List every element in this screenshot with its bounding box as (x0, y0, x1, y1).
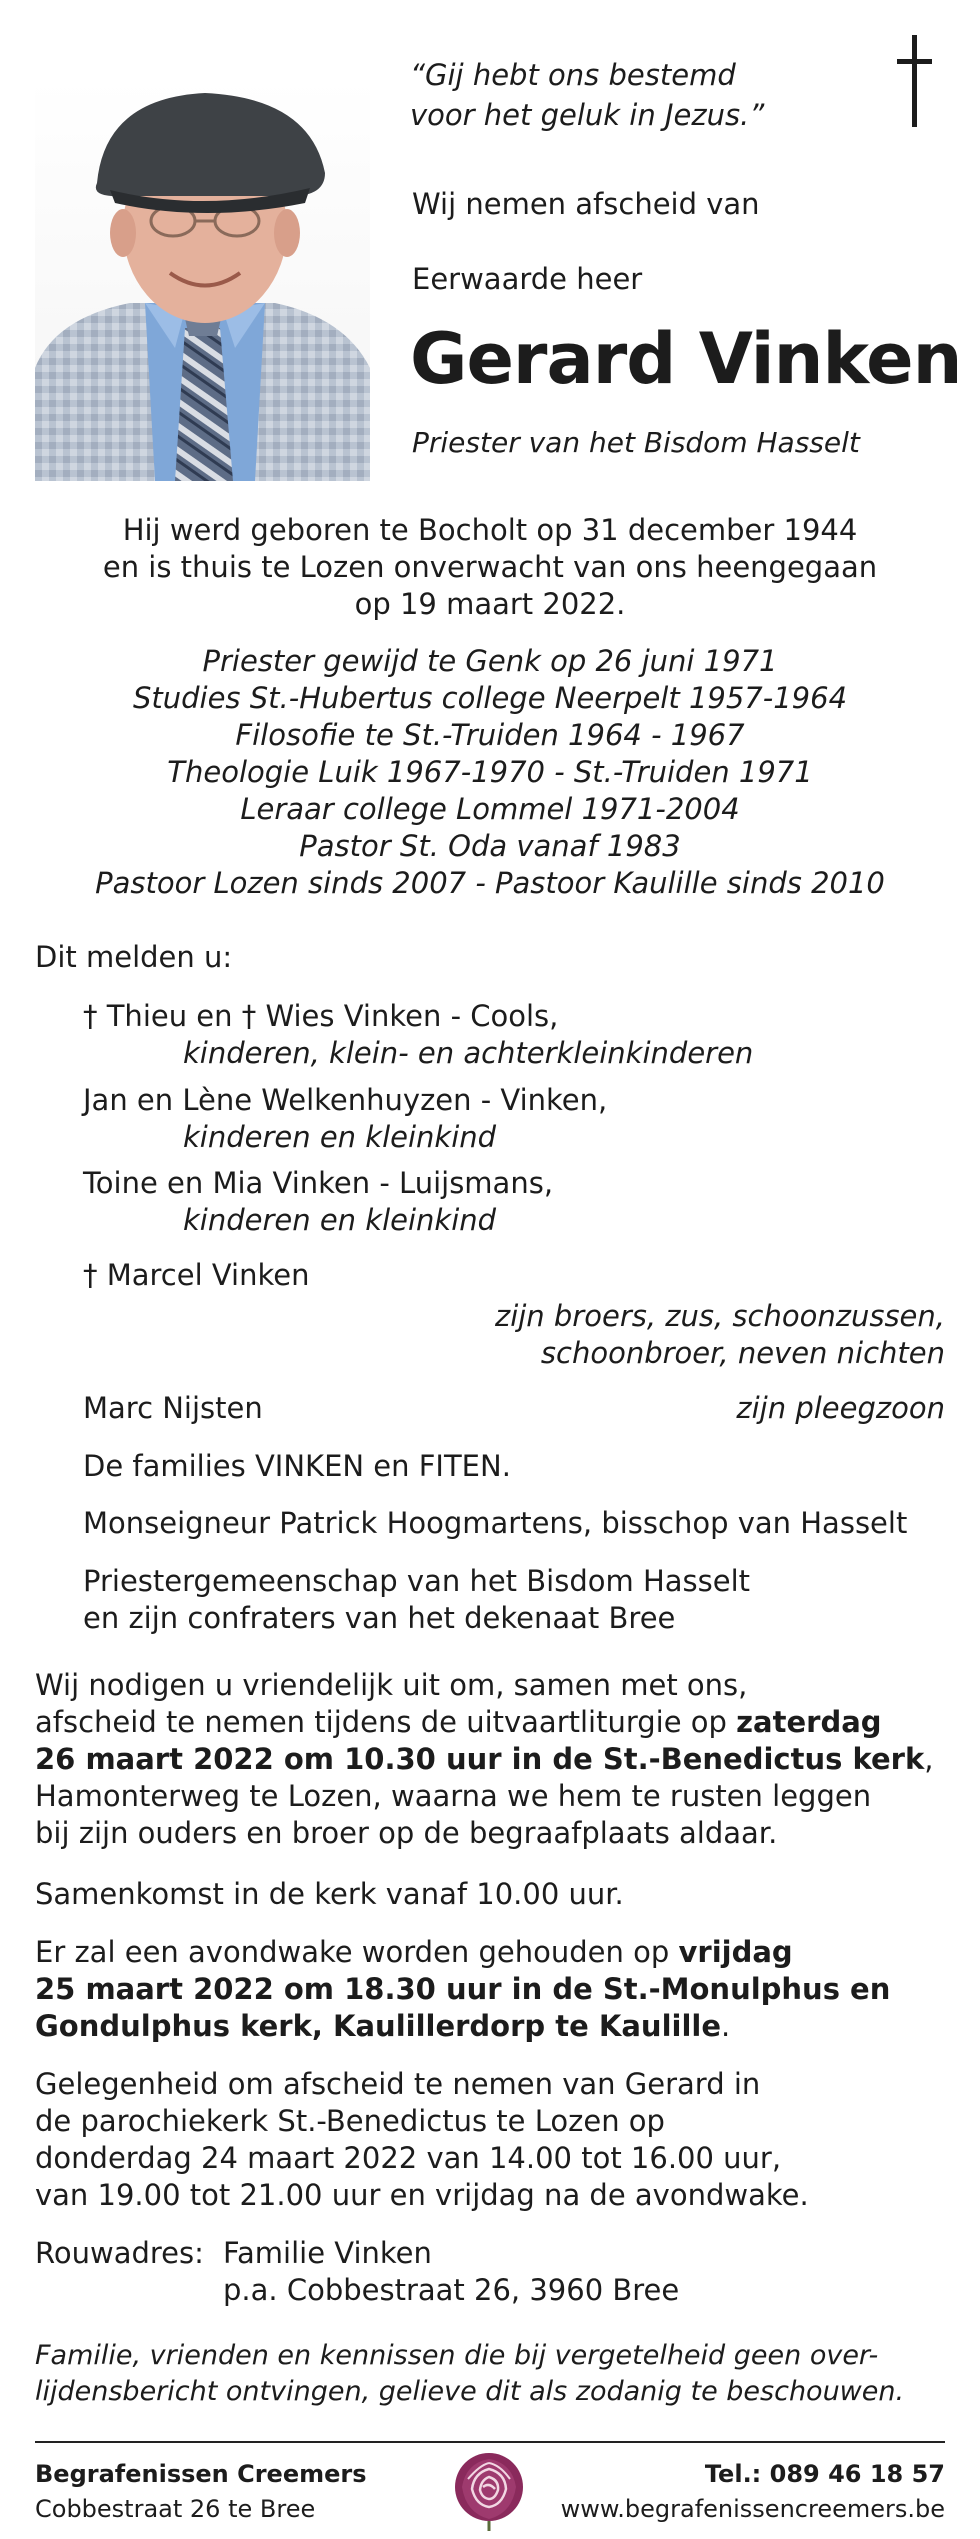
footer-address: Cobbestraat 26 te Bree (35, 2495, 316, 2523)
birth-line-1: Hij werd geboren te Bocholt op 31 december 1944 (122, 513, 858, 547)
family-entry-1 (83, 998, 753, 1072)
career-item: Leraar college Lommel 1971-2004 (240, 792, 740, 826)
vigil-period: . (721, 2009, 731, 2043)
family-main: † Thieu en † Wies Vinken - Cools, (83, 999, 559, 1033)
career-item: Filosofie te St.-Truiden 1964 - 1967 (235, 718, 745, 752)
foster-name: Marc Nijsten (83, 1391, 263, 1425)
rose-logo-icon (450, 2449, 528, 2531)
portrait-photo (35, 78, 370, 481)
family-entry-2 (83, 1082, 607, 1156)
vigil-line-2: 25 maart 2022 om 18.30 uur in de St.-Monulphus en (35, 1972, 891, 2006)
family-entry-3 (83, 1165, 553, 1239)
vigil-line-1-text: Er zal een avondwake worden gehouden op (35, 1935, 679, 1969)
footer-divider (35, 2441, 945, 2443)
opening-quote (410, 55, 764, 135)
sibling-relation (495, 1298, 945, 1372)
birth-line-3: op 19 maart 2022. (354, 587, 626, 621)
quote-line-1: “Gij hebt ons bestemd (410, 58, 736, 92)
funeral-line-5: bij zijn ouders en broer op de begraafplaats aldaar. (35, 1816, 778, 1850)
address-street: p.a. Cobbestraat 26, 3960 Bree (223, 2273, 680, 2307)
vigil-day: vrijdag (678, 1935, 793, 1969)
funeral-invitation (35, 1667, 950, 1852)
relation-line-1: zijn broers, zus, schoonzussen, (494, 1299, 945, 1333)
bishop: Monseigneur Patrick Hoogmartens, bisschop van Hasselt (83, 1506, 908, 1540)
career-list (0, 643, 980, 902)
funeral-comma: , (924, 1742, 934, 1776)
cross-icon (895, 35, 935, 127)
career-item: Priester gewijd te Genk op 26 juni 1971 (202, 644, 778, 678)
address-label: Rouwadres: (35, 2236, 204, 2270)
career-item: Theologie Luik 1967-1970 - St.-Truiden 1971 (167, 755, 813, 789)
funeral-line-4: Hamonterweg te Lozen, waarna we hem te rusten leggen (35, 1779, 872, 1813)
quote-line-2: voor het geluk in Jezus.” (410, 98, 765, 132)
priests-line-2: en zijn confraters van het dekenaat Bree (83, 1601, 676, 1635)
foster-relation: zijn pleegzoon (736, 1391, 945, 1425)
deceased-name: Gerard Vinken (410, 318, 962, 400)
announce-intro: Dit melden u: (35, 940, 233, 974)
vigil-info (35, 1934, 950, 2045)
birth-death-info (0, 512, 980, 623)
family-sub: kinderen en kleinkind (183, 1203, 497, 1237)
family-main: Toine en Mia Vinken - Luijsmans, (83, 1166, 554, 1200)
funeral-line-3 (35, 1741, 950, 1778)
honorific: Eerwaarde heer (412, 262, 643, 296)
vigil-line-1 (35, 1934, 950, 1971)
family-sub: kinderen, klein- en achterkleinkinderen (183, 1036, 754, 1070)
funeral-line-2 (35, 1704, 950, 1741)
vigil-line-3 (35, 2008, 950, 2045)
funeral-date-place: 26 maart 2022 om 10.30 uur in de St.-Benedictus kerk (35, 1742, 925, 1776)
visitation-info (35, 2066, 950, 2214)
visitation-line: van 19.00 tot 21.00 uur en vrijdag na de avondwake. (35, 2178, 809, 2212)
career-item: Studies St.-Hubertus college Neerpelt 1957-1964 (132, 681, 848, 715)
deceased-role: Priester van het Bisdom Hasselt (412, 426, 860, 459)
career-item: Pastoor Lozen sinds 2007 - Pastoor Kaulille sinds 2010 (95, 866, 885, 900)
notice (35, 2338, 950, 2410)
visitation-line: donderdag 24 maart 2022 van 14.00 tot 16.00 uur, (35, 2141, 782, 2175)
family-entry-4: † Marcel Vinken (83, 1258, 310, 1292)
footer-company-block (35, 2457, 367, 2527)
farewell-intro: Wij nemen afscheid van (412, 187, 760, 221)
visitation-line: de parochiekerk St.-Benedictus te Lozen op (35, 2104, 665, 2138)
notice-line-2: lijdensbericht ontvingen, gelieve dit als zodanig te beschouwen. (35, 2376, 905, 2407)
family-sub: kinderen en kleinkind (183, 1120, 497, 1154)
birth-line-2: en is thuis te Lozen onverwacht van ons heengegaan (102, 550, 878, 584)
family-main: Jan en Lène Welkenhuyzen - Vinken, (83, 1083, 608, 1117)
relation-line-2: schoonbroer, neven nichten (540, 1336, 945, 1370)
address-family: Familie Vinken (223, 2236, 432, 2270)
families: De families VINKEN en FITEN. (83, 1449, 511, 1483)
footer-company: Begrafenissen Creemers (35, 2460, 367, 2488)
funeral-day: zaterdag (736, 1705, 882, 1739)
footer-website[interactable]: www.begrafenissencreemers.be (560, 2495, 945, 2523)
footer-phone: Tel.: 089 46 18 57 (704, 2460, 945, 2488)
footer-contact-block (561, 2457, 945, 2527)
funeral-line-2-text: afscheid te nemen tijdens de uitvaartliturgie op (35, 1705, 737, 1739)
gathering-info: Samenkomst in de kerk vanaf 10.00 uur. (35, 1877, 624, 1911)
priests-community (83, 1563, 750, 1637)
vigil-place: Gondulphus kerk, Kaulillerdorp te Kaulille (35, 2009, 722, 2043)
visitation-line: Gelegenheid om afscheid te nemen van Gerard in (35, 2067, 761, 2101)
funeral-line-1: Wij nodigen u vriendelijk uit om, samen met ons, (35, 1668, 748, 1702)
priests-line-1: Priestergemeenschap van het Bisdom Hasselt (83, 1564, 751, 1598)
notice-line-1: Familie, vrienden en kennissen die bij vergetelheid geen over- (35, 2340, 879, 2371)
career-item: Pastor St. Oda vanaf 1983 (299, 829, 681, 863)
